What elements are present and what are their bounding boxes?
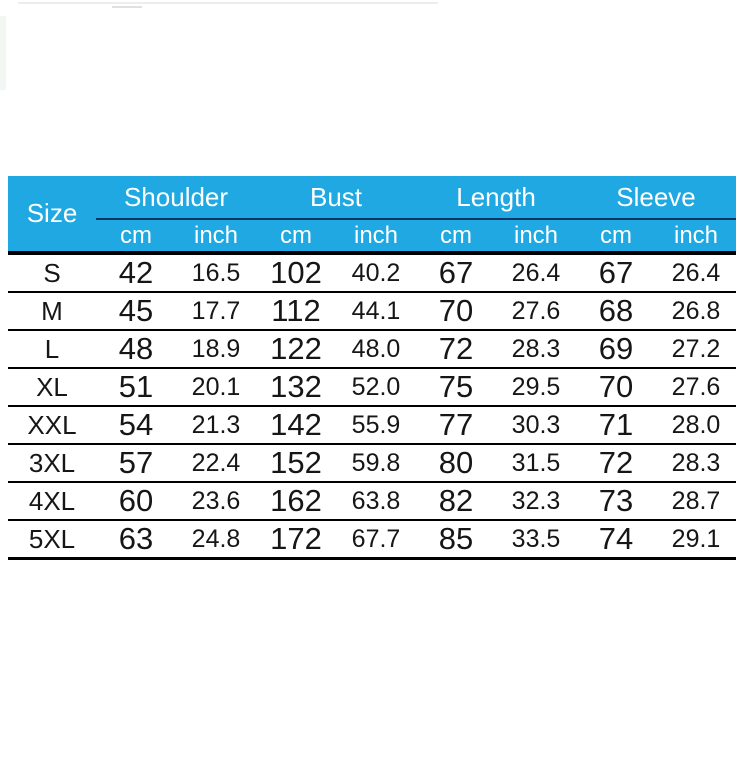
cm-value: 77 — [416, 406, 496, 444]
inch-value: 40.2 — [336, 253, 416, 292]
inch-value: 29.1 — [656, 520, 736, 559]
table-row — [8, 482, 736, 520]
cm-value: 112 — [256, 292, 336, 330]
cm-value: 57 — [96, 444, 176, 482]
bust-cm-header: cm — [256, 219, 336, 253]
group-header-row — [8, 176, 736, 219]
inch-value: 26.8 — [656, 292, 736, 330]
inch-value: 52.0 — [336, 368, 416, 406]
cm-value: 67 — [416, 253, 496, 292]
length-cm-header: cm — [416, 219, 496, 253]
bust-inch-header: inch — [336, 219, 416, 253]
length-group-header: Length — [416, 176, 576, 219]
cm-value: 72 — [576, 444, 656, 482]
size-label: 5XL — [8, 520, 96, 559]
table-row — [8, 406, 736, 444]
inch-value: 67.7 — [336, 520, 416, 559]
inch-value: 16.5 — [176, 253, 256, 292]
inch-value: 20.1 — [176, 368, 256, 406]
cm-value: 122 — [256, 330, 336, 368]
size-chart-table — [8, 176, 736, 560]
sleeve-cm-header: cm — [576, 219, 656, 253]
scan-artifact — [112, 6, 142, 8]
cm-value: 75 — [416, 368, 496, 406]
size-column-header: Size — [8, 176, 96, 253]
inch-value: 28.0 — [656, 406, 736, 444]
size-label: 3XL — [8, 444, 96, 482]
cm-value: 132 — [256, 368, 336, 406]
cm-value: 60 — [96, 482, 176, 520]
shoulder-cm-header: cm — [96, 219, 176, 253]
inch-value: 30.3 — [496, 406, 576, 444]
size-label: M — [8, 292, 96, 330]
size-rows — [8, 253, 736, 559]
size-label: S — [8, 253, 96, 292]
sleeve-group-header: Sleeve — [576, 176, 736, 219]
cm-value: 82 — [416, 482, 496, 520]
inch-value: 44.1 — [336, 292, 416, 330]
table-row — [8, 368, 736, 406]
cm-value: 45 — [96, 292, 176, 330]
cm-value: 70 — [416, 292, 496, 330]
inch-value: 26.4 — [656, 253, 736, 292]
inch-value: 23.6 — [176, 482, 256, 520]
inch-value: 48.0 — [336, 330, 416, 368]
size-label: XL — [8, 368, 96, 406]
inch-value: 27.2 — [656, 330, 736, 368]
cm-value: 48 — [96, 330, 176, 368]
cm-value: 63 — [96, 520, 176, 559]
cm-value: 42 — [96, 253, 176, 292]
scan-artifact — [0, 16, 6, 90]
cm-value: 67 — [576, 253, 656, 292]
cm-value: 80 — [416, 444, 496, 482]
inch-value: 27.6 — [656, 368, 736, 406]
table-row — [8, 330, 736, 368]
inch-value: 28.3 — [496, 330, 576, 368]
cm-value: 102 — [256, 253, 336, 292]
scan-artifact — [18, 2, 438, 4]
shoulder-group-header: Shoulder — [96, 176, 256, 219]
inch-value: 63.8 — [336, 482, 416, 520]
cm-value: 142 — [256, 406, 336, 444]
table-row — [8, 292, 736, 330]
inch-value: 55.9 — [336, 406, 416, 444]
size-label: L — [8, 330, 96, 368]
unit-header-row — [8, 219, 736, 253]
inch-value: 22.4 — [176, 444, 256, 482]
length-inch-header: inch — [496, 219, 576, 253]
inch-value: 33.5 — [496, 520, 576, 559]
size-label: XXL — [8, 406, 96, 444]
sleeve-inch-header: inch — [656, 219, 736, 253]
table-row — [8, 253, 736, 292]
table-row — [8, 444, 736, 482]
inch-value: 17.7 — [176, 292, 256, 330]
inch-value: 27.6 — [496, 292, 576, 330]
inch-value: 26.4 — [496, 253, 576, 292]
cm-value: 71 — [576, 406, 656, 444]
cm-value: 69 — [576, 330, 656, 368]
inch-value: 29.5 — [496, 368, 576, 406]
cm-value: 72 — [416, 330, 496, 368]
cm-value: 70 — [576, 368, 656, 406]
inch-value: 32.3 — [496, 482, 576, 520]
inch-value: 24.8 — [176, 520, 256, 559]
cm-value: 74 — [576, 520, 656, 559]
cm-value: 172 — [256, 520, 336, 559]
cm-value: 68 — [576, 292, 656, 330]
inch-value: 28.3 — [656, 444, 736, 482]
cm-value: 162 — [256, 482, 336, 520]
inch-value: 59.8 — [336, 444, 416, 482]
size-label: 4XL — [8, 482, 96, 520]
cm-value: 73 — [576, 482, 656, 520]
inch-value: 21.3 — [176, 406, 256, 444]
cm-value: 85 — [416, 520, 496, 559]
cm-value: 152 — [256, 444, 336, 482]
cm-value: 51 — [96, 368, 176, 406]
cm-value: 54 — [96, 406, 176, 444]
inch-value: 31.5 — [496, 444, 576, 482]
inch-value: 18.9 — [176, 330, 256, 368]
inch-value: 28.7 — [656, 482, 736, 520]
table-row — [8, 520, 736, 559]
shoulder-inch-header: inch — [176, 219, 256, 253]
bust-group-header: Bust — [256, 176, 416, 219]
